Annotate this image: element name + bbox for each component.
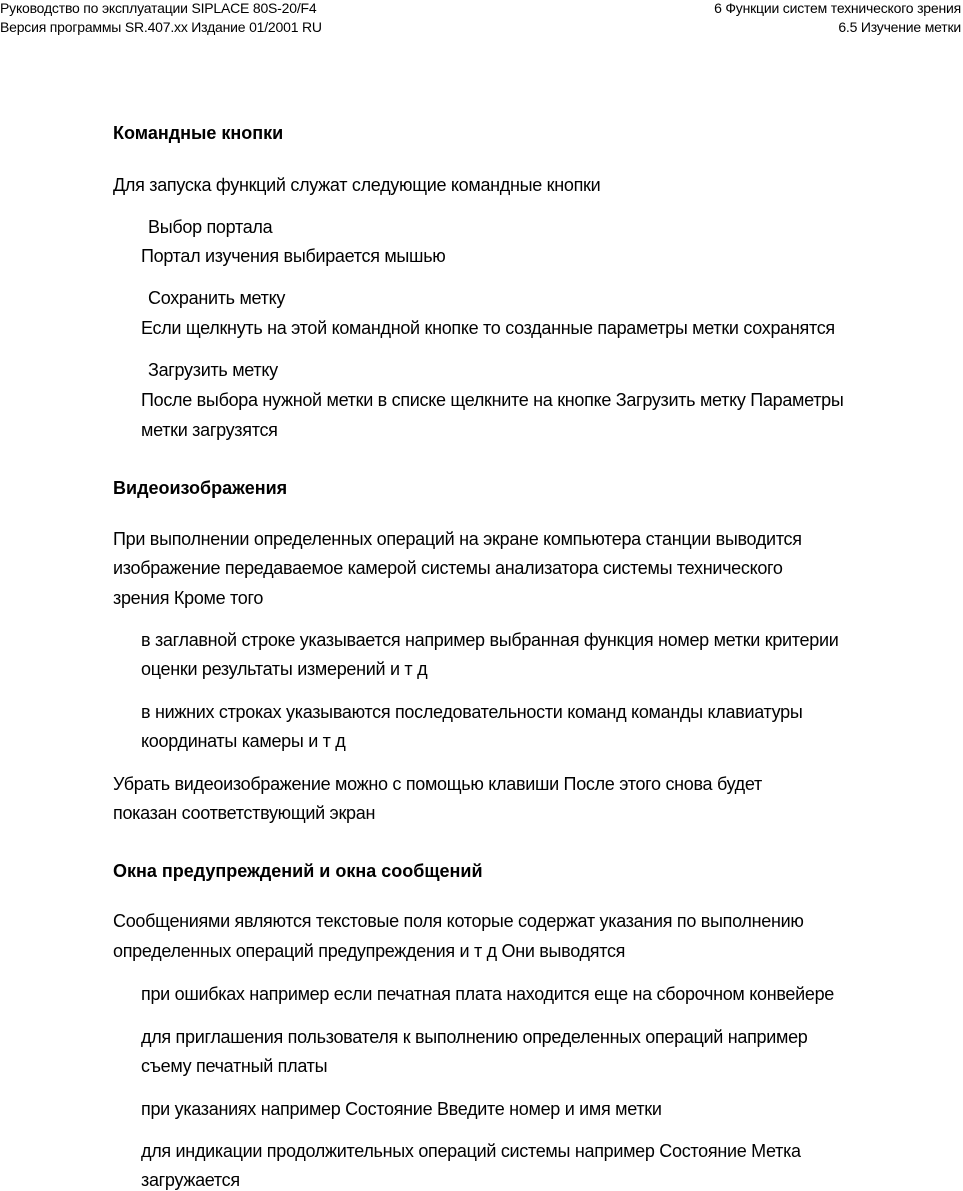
button-label: Загрузить метку bbox=[148, 360, 278, 380]
section-heading: Видеоизображения bbox=[113, 478, 288, 498]
section-heading: Окна предупреждений и окна сообщений bbox=[113, 861, 483, 881]
list-item: для индикации продолжительных операций системы например Состояние Метка bbox=[141, 1141, 801, 1161]
list-item: для приглашения пользователя к выполнению определенных операций например bbox=[141, 1027, 808, 1047]
list-item: в нижних строках указываются последовательности команд команды клавиатуры bbox=[141, 702, 803, 722]
paragraph-line: изображение передаваемое камерой системы анализатора системы технического bbox=[113, 558, 783, 578]
button-description: метки загрузятся bbox=[141, 420, 278, 440]
list-item: при указаниях например Состояние Введите номер и имя метки bbox=[141, 1099, 662, 1119]
chapter-title: 6 Функции систем технического зрения bbox=[714, 0, 961, 16]
list-item: при ошибках например если печатная плата находится еще на сборочном конвейере bbox=[141, 984, 834, 1004]
version-info: Версия программы SR.407.xx Издание 01/2001 RU bbox=[0, 19, 322, 35]
paragraph-line: При выполнении определенных операций на экране компьютера станции выводится bbox=[113, 529, 802, 549]
button-label: Выбор портала bbox=[148, 217, 273, 237]
paragraph-line: определенных операций предупреждения и т д Они выводятся bbox=[113, 941, 626, 961]
list-item: загружается bbox=[141, 1170, 240, 1190]
button-description: Портал изучения выбирается мышью bbox=[141, 246, 446, 266]
paragraph: Для запуска функций служат следующие командные кнопки bbox=[113, 175, 601, 195]
list-item: в заглавной строке указывается например выбранная функция номер метки критерии bbox=[141, 630, 839, 650]
list-item: оценки результаты измерений и т д bbox=[141, 659, 428, 679]
button-description: После выбора нужной метки в списке щелкните на кнопке Загрузить метку Параметры bbox=[141, 390, 844, 410]
button-label: Сохранить метку bbox=[148, 288, 286, 308]
paragraph-line: показан соответствующий экран bbox=[113, 803, 376, 823]
paragraph-line: Убрать видеоизображение можно с помощью клавиши После этого снова будет bbox=[113, 774, 762, 794]
manual-title: Руководство по эксплуатации SIPLACE 80S-20/F4 bbox=[0, 0, 317, 16]
list-item: координаты камеры и т д bbox=[141, 731, 346, 751]
paragraph-line: зрения Кроме того bbox=[113, 588, 264, 608]
section-title: 6.5 Изучение метки bbox=[838, 19, 961, 35]
section-heading: Командные кнопки bbox=[113, 123, 284, 143]
paragraph-line: Сообщениями являются текстовые поля которые содержат указания по выполнению bbox=[113, 911, 804, 931]
button-description: Если щелкнуть на этой командной кнопке то созданные параметры метки сохранятся bbox=[141, 318, 835, 338]
list-item: съему печатный платы bbox=[141, 1056, 328, 1076]
